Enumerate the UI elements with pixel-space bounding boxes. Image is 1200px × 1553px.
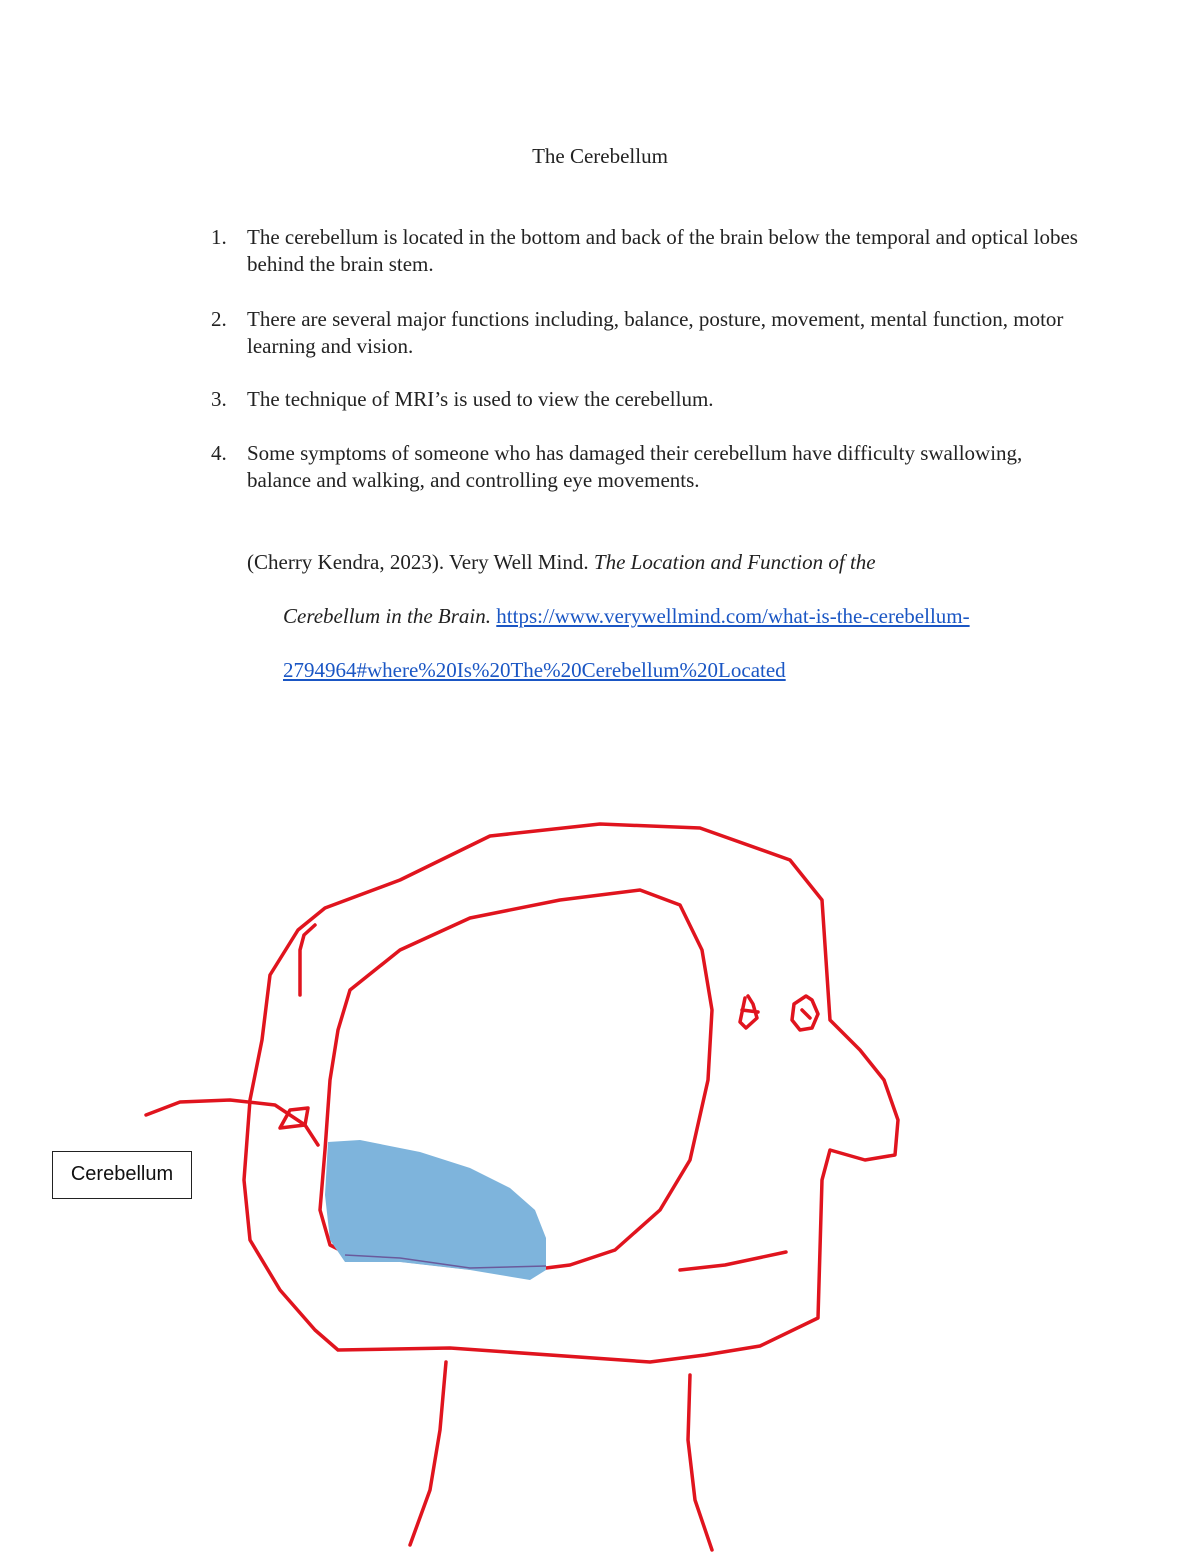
citation-line-2: [283, 602, 970, 630]
list-item-number: 1.: [211, 225, 227, 249]
list-item: [211, 224, 1081, 278]
citation-line-1: [247, 548, 876, 576]
page-title: The Cerebellum: [532, 144, 668, 168]
citation-url-link[interactable]: https://www.verywellmind.com/what-is-the-cerebellum-: [496, 604, 970, 628]
list-item-number: 3.: [211, 387, 227, 411]
list-item-text: There are several major functions including, balance, posture, movement, mental function, motor learning and vision.: [247, 307, 1064, 358]
list-item: [211, 440, 1081, 494]
eye-left-icon: [740, 996, 758, 1028]
list-item-number: 2.: [211, 307, 227, 331]
head-outline: [244, 824, 898, 1362]
list-item-number: 4.: [211, 441, 227, 465]
mouth-line: [680, 1252, 786, 1270]
list-item-text: The technique of MRI’s is used to view the cerebellum.: [247, 387, 714, 411]
list-item: [211, 306, 1081, 360]
citation-title-part-2: Cerebellum in the Brain.: [283, 604, 492, 628]
brain-sketch: [0, 780, 1200, 1553]
citation-line-3: [247, 656, 786, 684]
cerebellum-label: Cerebellum: [52, 1151, 192, 1199]
cerebellum-highlight: [325, 1140, 546, 1280]
citation-title-part-1: The Location and Function of the: [593, 550, 876, 574]
citation-author: (Cherry Kendra, 2023). Very Well Mind.: [247, 550, 589, 574]
neck-right: [688, 1375, 712, 1550]
forehead-mark: [300, 925, 315, 995]
list-item-text: The cerebellum is located in the bottom and back of the brain below the temporal and optical lobes behind the brain stem.: [247, 225, 1078, 276]
list-item: [211, 386, 1081, 413]
neck-left: [410, 1362, 446, 1545]
eye-right-icon: [792, 996, 818, 1030]
label-leader-line: [146, 1100, 318, 1145]
list-item-text: Some symptoms of someone who has damaged their cerebellum have difficulty swallowing, balance and walking, and controlling eye movements.: [247, 441, 1023, 492]
citation-url-link-continued[interactable]: 2794964#where%20Is%20The%20Cerebellum%20Located: [283, 658, 786, 682]
